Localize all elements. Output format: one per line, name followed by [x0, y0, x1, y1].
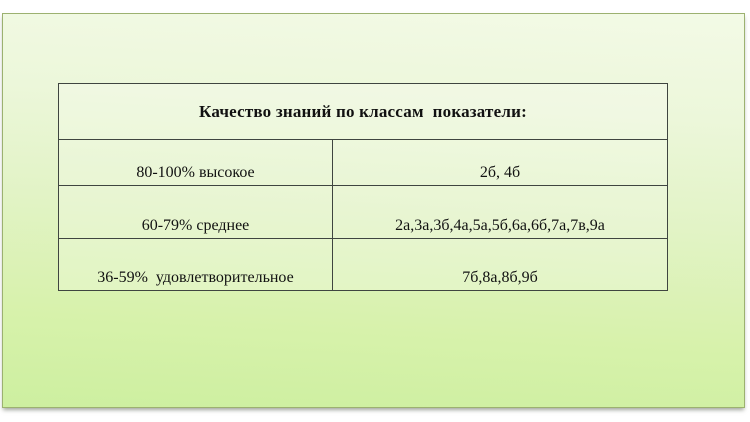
table-title: Качество знаний по классам показатели: — [59, 84, 668, 140]
classes-cell-satisfactory: 7б,8а,8б,9б — [333, 239, 668, 291]
table-header-row — [59, 84, 668, 140]
classes-cell-high: 2б, 4б — [333, 140, 668, 186]
table-row — [59, 239, 668, 291]
table-row — [59, 186, 668, 239]
classes-cell-medium: 2а,3а,3б,4а,5а,5б,6а,6б,7а,7в,9а — [333, 186, 668, 239]
slide-background — [2, 13, 745, 408]
level-cell-medium: 60-79% среднее — [59, 186, 333, 239]
level-cell-high: 80-100% высокое — [59, 140, 333, 186]
table-row — [59, 140, 668, 186]
level-cell-satisfactory: 36-59% удовлетворительное — [59, 239, 333, 291]
quality-of-knowledge-table — [58, 83, 668, 291]
